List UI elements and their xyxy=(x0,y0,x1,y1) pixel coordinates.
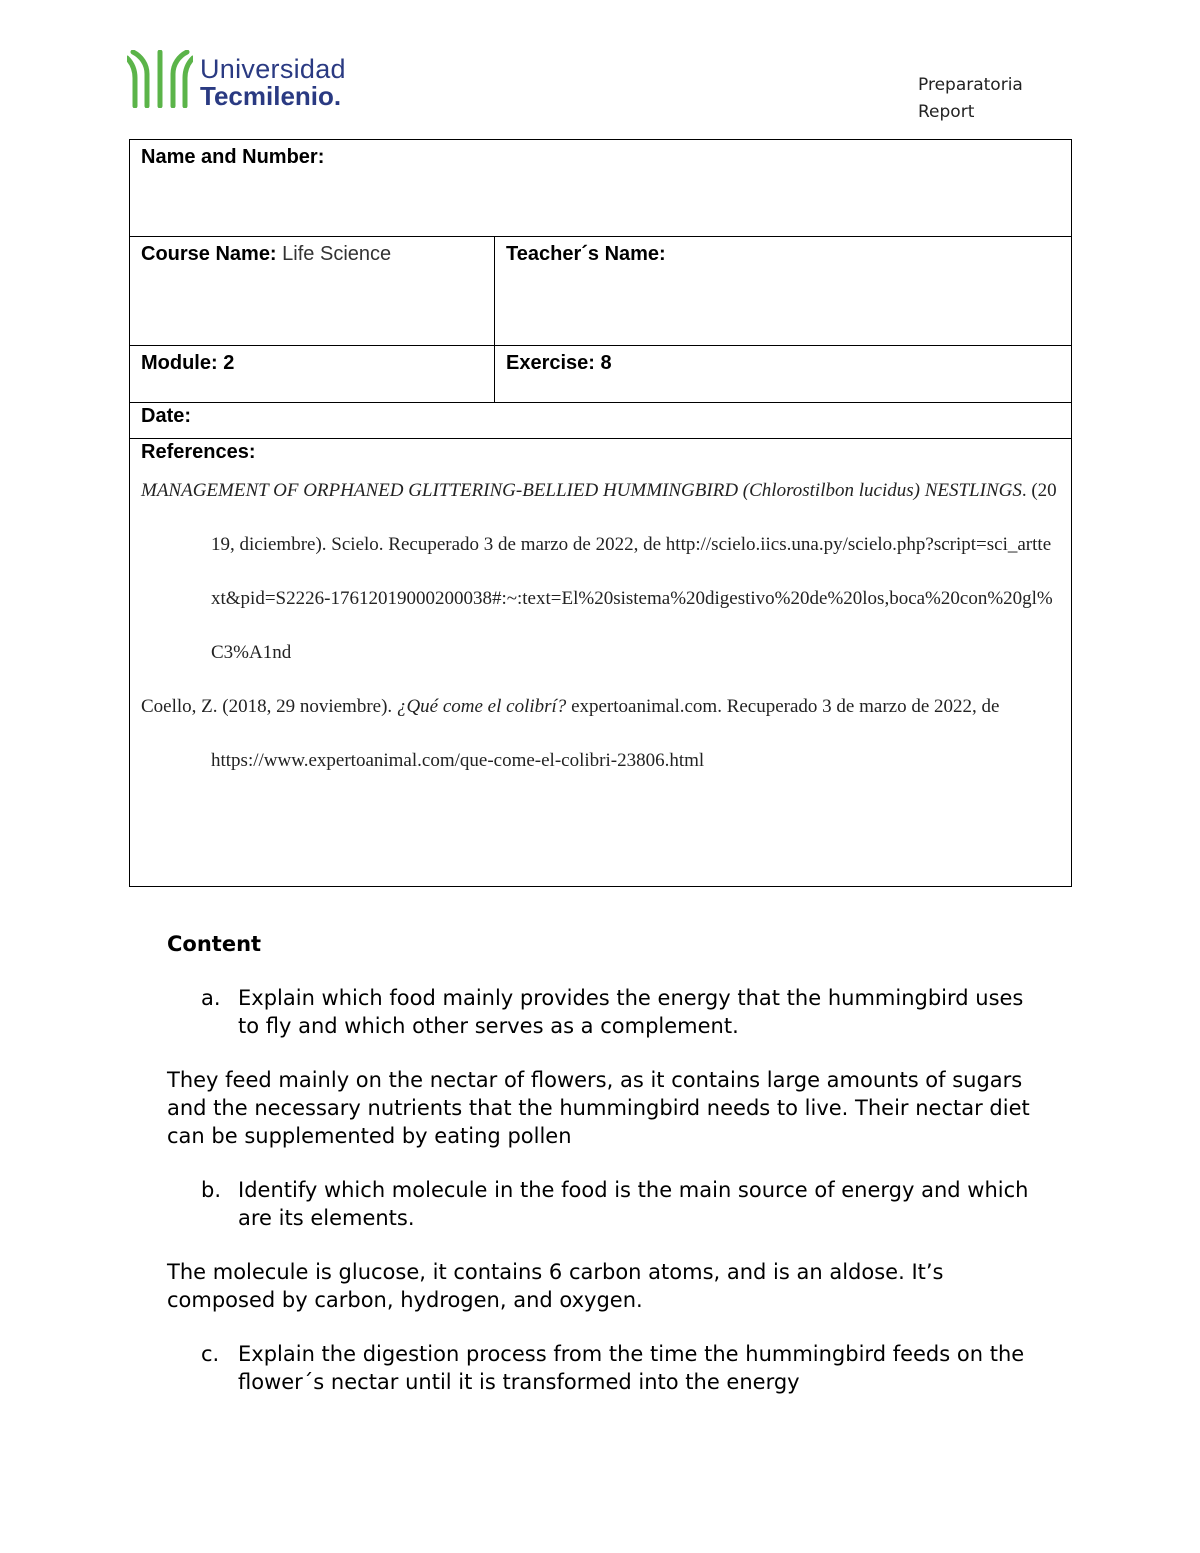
module-label: Module: xyxy=(141,352,218,374)
university-name-line2: Tecmilenio. xyxy=(200,81,342,111)
reference-title: ¿Qué come el colibrí? xyxy=(396,696,567,717)
answer-b: The molecule is glucose, it contains 6 carbon atoms, and is an aldose. It’s composed by carbon, hydrogen, and oxygen. xyxy=(167,1260,944,1312)
name-cell xyxy=(130,140,1072,237)
reference-detail: . (2019, diciembre). Scielo. Recuperado 3 de marzo de 2022, de http://scielo.iics.una.py/scielo.php?script=sci_arttext&pid=S2226-17612019000200038#:~:text=El%20sistema%20digestivo%20de%20los,boca%20con%20gl%C3%A1nd xyxy=(211,480,1057,663)
question-marker: c. xyxy=(201,1342,220,1366)
reference-item xyxy=(141,464,1060,680)
content-heading: Content xyxy=(167,932,262,956)
university-name-line1: Universidad xyxy=(200,54,346,84)
exercise-cell xyxy=(495,346,1072,403)
exercise-label: Exercise: xyxy=(506,352,595,374)
program-label: Preparatoria xyxy=(918,75,1023,95)
question-c xyxy=(167,1340,1047,1396)
date-label: Date: xyxy=(141,405,192,427)
name-label: Name and Number: xyxy=(141,146,325,168)
document-header xyxy=(918,72,1023,126)
tecmilenio-tree-icon xyxy=(127,50,193,108)
course-label: Course Name: xyxy=(141,243,277,265)
exercise-value: 8 xyxy=(600,352,612,374)
reference-item xyxy=(141,680,1060,788)
teacher-cell xyxy=(495,237,1072,346)
question-marker: b. xyxy=(201,1178,222,1202)
references-cell xyxy=(130,439,1072,887)
course-cell xyxy=(130,237,495,346)
course-value: Life Science xyxy=(282,243,392,265)
reference-list xyxy=(141,464,1060,788)
references-label: References: xyxy=(141,441,256,463)
module-cell xyxy=(130,346,495,403)
reference-title: MANAGEMENT OF ORPHANED GLITTERING-BELLIED HUMMINGBIRD (Chlorostilbon lucidus) NESTLINGS xyxy=(141,480,1022,501)
question-b xyxy=(167,1176,1047,1232)
module-value: 2 xyxy=(223,352,235,374)
question-marker: a. xyxy=(201,986,221,1010)
question-text: Identify which molecule in the food is the main source of energy and which are its elements. xyxy=(238,1178,1029,1230)
content-section xyxy=(167,930,1047,1422)
answer-a: They feed mainly on the nectar of flowers, as it contains large amounts of sugars and the necessary nutrients that the hummingbird needs to live. Their nectar diet can be supplemented by eating pollen xyxy=(167,1068,1030,1148)
reference-author: Coello, Z. (2018, 29 noviembre). xyxy=(141,696,397,717)
report-info-table xyxy=(129,139,1072,887)
question-text: Explain which food mainly provides the energy that the hummingbird uses to fly and which other serves as a complement. xyxy=(238,986,1024,1038)
university-logo xyxy=(127,50,377,110)
teacher-label: Teacher´s Name: xyxy=(506,243,666,265)
date-cell xyxy=(130,403,1072,439)
doc-type-label: Report xyxy=(918,102,975,122)
reference-detail: expertoanimal.com. Recuperado 3 de marzo de 2022, de https://www.expertoanimal.com/que-come-el-colibri-23806.html xyxy=(211,696,1000,771)
question-text: Explain the digestion process from the time the hummingbird feeds on the flower´s nectar until it is transformed into the energy xyxy=(238,1342,1025,1394)
question-a xyxy=(167,984,1047,1040)
